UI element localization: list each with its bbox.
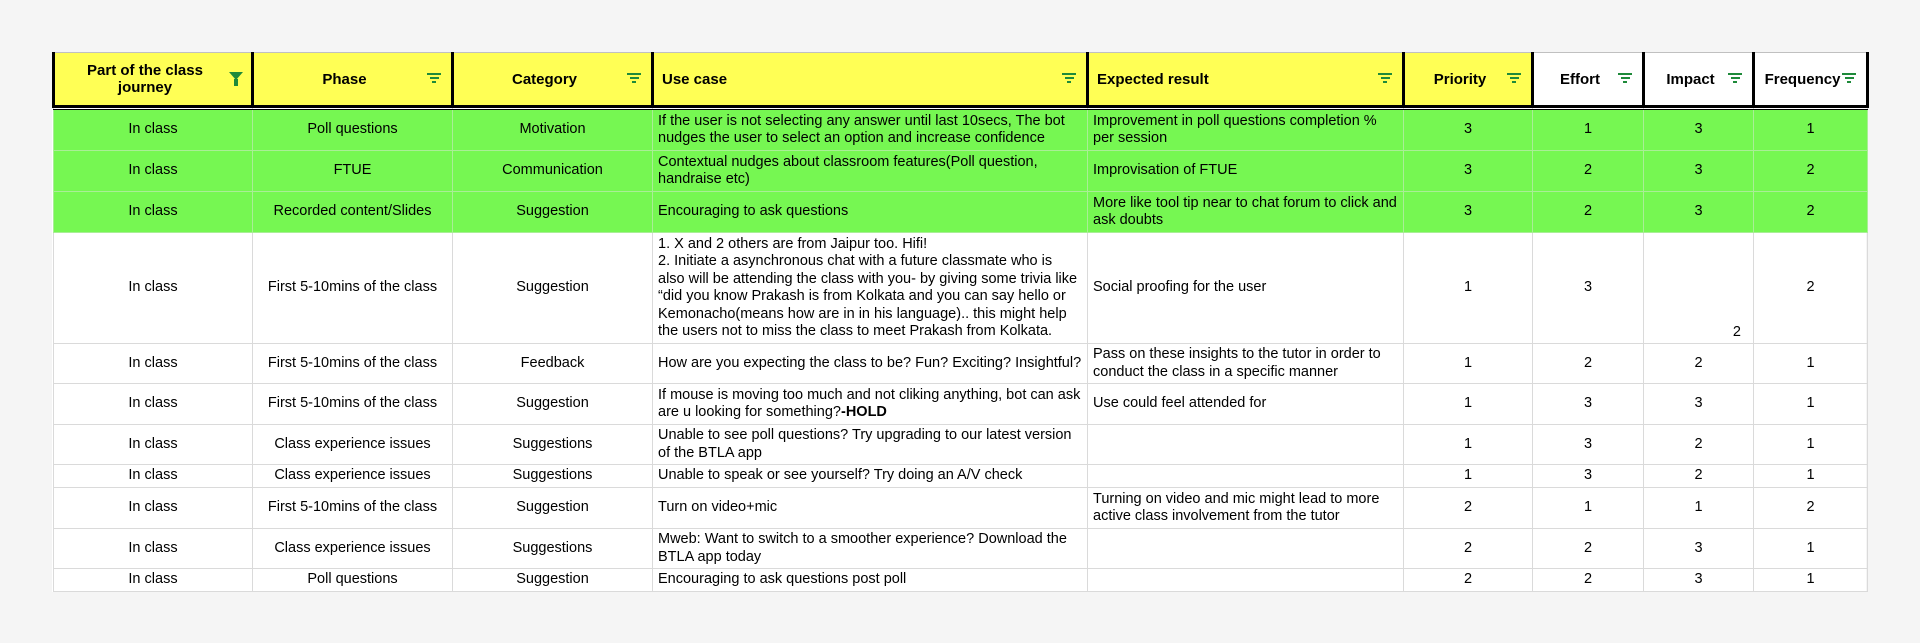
- filter-icon[interactable]: [427, 73, 441, 85]
- cell-expected-result-text: Improvement in poll questions completion % per session: [1093, 112, 1377, 146]
- use-case-line: [658, 203, 1082, 221]
- cell-journey-text: In class: [128, 162, 178, 179]
- cell-category[interactable]: [453, 425, 653, 465]
- cell-phase-text: First 5-10mins of the class: [267, 354, 438, 371]
- cell-phase-text: Recorded content/Slides: [273, 203, 432, 220]
- use-case-text: 2. Initiate a asynchronous chat with a future classmate who is also will be attending the class with you- by giving some trivia like “did you know Prakash is from Kolkata and you can say hello or Kemonacho(means how are in in his language).. this might help the users not to miss the class to meet Prakash from Kolkata.: [658, 253, 1078, 339]
- cell-priority[interactable]: [1404, 384, 1533, 425]
- cell-frequency[interactable]: [1754, 569, 1868, 592]
- spreadsheet: [52, 52, 1866, 592]
- cell-journey-text: In class: [128, 395, 178, 412]
- cell-category-text: Suggestion: [516, 499, 589, 516]
- use-case-text: Unable to speak or see yourself? Try doing an A/V check: [658, 467, 1023, 484]
- cell-journey[interactable]: [54, 465, 253, 488]
- header-label: Impact: [1666, 70, 1715, 88]
- table-row[interactable]: [54, 569, 1868, 592]
- cell-priority-text: 1: [1463, 435, 1473, 452]
- header-label: Priority: [1433, 70, 1487, 88]
- header-impact[interactable]: [1644, 53, 1754, 107]
- filter-icon[interactable]: [1062, 73, 1076, 85]
- header-effort[interactable]: [1533, 53, 1644, 107]
- use-case-line: [658, 499, 1082, 517]
- cell-impact[interactable]: [1644, 233, 1754, 344]
- cell-effort-text: 3: [1583, 467, 1593, 484]
- cell-use-case[interactable]: [653, 384, 1088, 425]
- cell-use-case[interactable]: [653, 344, 1088, 384]
- use-case-text: Mweb: Want to switch to a smoother experience? Download the BTLA app today: [658, 531, 1067, 565]
- hold-tag: -HOLD: [840, 404, 887, 420]
- cell-effort-text: 1: [1583, 121, 1593, 138]
- cell-priority-text: 3: [1463, 203, 1473, 220]
- header-phase[interactable]: [253, 53, 453, 107]
- use-case-text: Unable to see poll questions? Try upgrading to our latest version of the BTLA app: [658, 427, 1072, 461]
- filter-icon[interactable]: [627, 73, 641, 85]
- cell-expected-result[interactable]: [1088, 344, 1404, 384]
- cell-priority-text: 1: [1463, 279, 1473, 296]
- table-row[interactable]: [54, 192, 1868, 233]
- cell-effort[interactable]: [1533, 384, 1644, 425]
- cell-category[interactable]: [453, 529, 653, 569]
- header-label: Effort: [1560, 70, 1600, 88]
- cell-effort[interactable]: [1533, 233, 1644, 344]
- table-row[interactable]: [54, 151, 1868, 192]
- table-row[interactable]: [54, 488, 1868, 529]
- cell-category-text: Suggestion: [516, 395, 589, 412]
- cell-expected-result-text: More like tool tip near to chat forum to click and ask doubts: [1093, 194, 1397, 228]
- cell-effort[interactable]: [1533, 151, 1644, 192]
- cell-category[interactable]: [453, 488, 653, 529]
- use-case-text: If mouse is moving too much and not cliking anything, bot can ask are u looking for something?: [658, 386, 1081, 420]
- cell-frequency[interactable]: [1754, 488, 1868, 529]
- cell-use-case[interactable]: [653, 569, 1088, 592]
- cell-priority-text: 2: [1463, 539, 1473, 556]
- cell-priority-text: 1: [1463, 467, 1473, 484]
- cell-phase[interactable]: [253, 344, 453, 384]
- cell-phase[interactable]: [253, 425, 453, 465]
- cell-effort-text: 2: [1583, 354, 1593, 371]
- cell-phase-text: Class experience issues: [274, 539, 431, 556]
- cell-effort[interactable]: [1533, 344, 1644, 384]
- cell-use-case[interactable]: [653, 488, 1088, 529]
- cell-impact[interactable]: [1644, 110, 1754, 151]
- table-row[interactable]: [54, 384, 1868, 425]
- cell-journey-text: In class: [128, 435, 178, 452]
- cell-expected-result[interactable]: [1088, 233, 1404, 344]
- cell-phase[interactable]: [253, 151, 453, 192]
- cell-impact-text: 3: [1694, 571, 1703, 588]
- cell-journey[interactable]: [54, 344, 253, 384]
- cell-journey[interactable]: [54, 529, 253, 569]
- cell-frequency-text: 2: [1806, 203, 1815, 220]
- cell-phase-text: First 5-10mins of the class: [267, 395, 438, 412]
- cell-effort[interactable]: [1533, 465, 1644, 488]
- cell-journey-text: In class: [128, 539, 178, 556]
- cell-frequency-text: 2: [1806, 279, 1815, 296]
- table-row[interactable]: [54, 233, 1868, 344]
- cell-expected-result[interactable]: [1088, 465, 1404, 488]
- cell-impact[interactable]: [1644, 488, 1754, 529]
- cell-frequency-text: 1: [1806, 354, 1815, 371]
- cell-journey-text: In class: [128, 203, 178, 220]
- cell-expected-result[interactable]: [1088, 192, 1404, 233]
- filter-icon[interactable]: [1618, 73, 1632, 85]
- cell-frequency-text: 2: [1806, 499, 1815, 516]
- cell-phase-text: FTUE: [333, 162, 372, 179]
- cell-expected-result[interactable]: [1088, 425, 1404, 465]
- cell-phase-text: Class experience issues: [274, 435, 431, 452]
- cell-effort-text: 2: [1583, 539, 1593, 556]
- impact-value-bottom: 2: [1732, 323, 1741, 340]
- cell-expected-result[interactable]: [1088, 110, 1404, 151]
- cell-category-text: Suggestions: [512, 435, 593, 452]
- use-case-line: [658, 467, 1082, 485]
- filter-icon[interactable]: [1728, 73, 1742, 85]
- cell-frequency[interactable]: [1754, 233, 1868, 344]
- cell-phase-text: First 5-10mins of the class: [267, 279, 438, 296]
- cell-priority-text: 1: [1463, 354, 1473, 371]
- header-use-case[interactable]: [653, 53, 1088, 107]
- cell-category-text: Motivation: [519, 121, 586, 138]
- cell-category-text: Feedback: [520, 354, 585, 371]
- cell-phase[interactable]: [253, 384, 453, 425]
- cell-phase[interactable]: [253, 192, 453, 233]
- cell-frequency[interactable]: [1754, 344, 1868, 384]
- cell-frequency-text: 1: [1806, 395, 1815, 412]
- cell-journey-text: In class: [128, 279, 178, 296]
- cell-expected-result-text: Turning on video and mic might lead to more active class involvement from the tutor: [1093, 490, 1380, 524]
- cell-journey[interactable]: [54, 233, 253, 344]
- cell-priority[interactable]: [1404, 151, 1533, 192]
- cell-frequency[interactable]: [1754, 529, 1868, 569]
- use-case-line: [658, 113, 1082, 148]
- header-priority[interactable]: [1404, 53, 1533, 107]
- cell-frequency[interactable]: [1754, 425, 1868, 465]
- header-label: Category: [511, 70, 578, 88]
- cell-frequency-text: 2: [1806, 162, 1815, 179]
- use-case-line: [658, 427, 1082, 462]
- cell-effort[interactable]: [1533, 529, 1644, 569]
- header-label: Phase: [322, 70, 367, 88]
- cell-frequency-text: 1: [1806, 539, 1815, 556]
- use-case-line: [658, 531, 1082, 566]
- cell-impact-text: 2: [1694, 354, 1703, 371]
- cell-use-case[interactable]: [653, 529, 1088, 569]
- cell-category[interactable]: [453, 151, 653, 192]
- header-category[interactable]: [453, 53, 653, 107]
- use-case-text: Encouraging to ask questions: [658, 203, 849, 220]
- cell-priority[interactable]: [1404, 529, 1533, 569]
- cell-impact[interactable]: [1644, 529, 1754, 569]
- cell-category-text: Communication: [502, 162, 603, 179]
- use-case-text: Contextual nudges about classroom features(Poll question, handraise etc): [658, 153, 1038, 187]
- cell-priority[interactable]: [1404, 192, 1533, 233]
- use-case-text: If the user is not selecting any answer until last 10secs, The bot nudges the user to select an option and increase confidence: [658, 112, 1065, 146]
- feature-table: [52, 52, 1869, 592]
- cell-frequency-text: 1: [1806, 435, 1815, 452]
- cell-impact-text: 3: [1694, 121, 1703, 138]
- cell-phase[interactable]: [253, 529, 453, 569]
- cell-phase[interactable]: [253, 569, 453, 592]
- table-row[interactable]: [54, 465, 1868, 488]
- cell-phase[interactable]: [253, 233, 453, 344]
- cell-priority[interactable]: [1404, 344, 1533, 384]
- cell-impact-text: 3: [1694, 162, 1703, 179]
- cell-priority-text: 1: [1463, 395, 1473, 412]
- cell-impact-text: 2: [1694, 467, 1703, 484]
- cell-priority[interactable]: [1404, 233, 1533, 344]
- cell-category-text: Suggestions: [512, 539, 593, 556]
- cell-effort-text: 2: [1583, 162, 1593, 179]
- cell-category[interactable]: [453, 110, 653, 151]
- cell-effort[interactable]: [1533, 488, 1644, 529]
- cell-expected-result[interactable]: [1088, 151, 1404, 192]
- cell-journey-text: In class: [128, 354, 178, 371]
- cell-frequency-text: 1: [1806, 467, 1815, 484]
- cell-expected-result-text: Improvisation of FTUE: [1093, 162, 1238, 179]
- header-row: [54, 53, 1868, 107]
- cell-journey[interactable]: [54, 569, 253, 592]
- table-row[interactable]: [54, 529, 1868, 569]
- cell-expected-result-text: Use could feel attended for: [1093, 395, 1267, 412]
- cell-effort[interactable]: [1533, 569, 1644, 592]
- cell-journey[interactable]: [54, 151, 253, 192]
- header-label: Expected result: [1097, 70, 1209, 88]
- cell-impact-text: 3: [1694, 539, 1703, 556]
- cell-priority[interactable]: [1404, 569, 1533, 592]
- use-case-text: How are you expecting the class to be? Fun? Exciting? Insightful?: [658, 354, 1082, 371]
- table-row[interactable]: [54, 425, 1868, 465]
- cell-impact-text: 3: [1694, 203, 1703, 220]
- cell-category-text: Suggestion: [516, 279, 589, 296]
- header-label: Part of the class journey: [87, 62, 203, 96]
- cell-use-case[interactable]: [653, 233, 1088, 344]
- cell-frequency-text: 1: [1806, 121, 1815, 138]
- cell-frequency[interactable]: [1754, 465, 1868, 488]
- cell-frequency[interactable]: [1754, 384, 1868, 425]
- cell-priority[interactable]: [1404, 465, 1533, 488]
- cell-phase[interactable]: [253, 465, 453, 488]
- cell-impact[interactable]: [1644, 344, 1754, 384]
- use-case-line: [658, 355, 1082, 373]
- filter-icon[interactable]: [1842, 73, 1856, 85]
- cell-phase-text: First 5-10mins of the class: [267, 499, 438, 516]
- cell-expected-result-text: Pass on these insights to the tutor in order to conduct the class in a specific manner: [1093, 346, 1381, 380]
- cell-impact-text: 2: [1694, 435, 1703, 452]
- cell-phase-text: Poll questions: [307, 121, 398, 138]
- cell-impact[interactable]: [1644, 192, 1754, 233]
- cell-phase[interactable]: [253, 488, 453, 529]
- use-case-line: [658, 154, 1082, 189]
- cell-use-case[interactable]: [653, 151, 1088, 192]
- cell-frequency[interactable]: [1754, 192, 1868, 233]
- cell-priority-text: 3: [1463, 162, 1473, 179]
- header-label: Frequency: [1764, 70, 1841, 88]
- use-case-line: [658, 387, 1082, 422]
- cell-expected-result-text: Social proofing for the user: [1093, 279, 1267, 296]
- cell-category-text: Suggestions: [512, 467, 593, 484]
- cell-effort-text: 2: [1583, 203, 1593, 220]
- table-row[interactable]: [54, 344, 1868, 384]
- cell-use-case[interactable]: [653, 192, 1088, 233]
- filter-icon[interactable]: [1507, 73, 1521, 85]
- cell-impact[interactable]: [1644, 425, 1754, 465]
- cell-frequency[interactable]: [1754, 110, 1868, 151]
- cell-use-case[interactable]: [653, 465, 1088, 488]
- use-case-text: Encouraging to ask questions post poll: [658, 571, 907, 588]
- cell-use-case[interactable]: [653, 110, 1088, 151]
- header-label: Use case: [662, 70, 728, 88]
- cell-journey-text: In class: [128, 467, 178, 484]
- cell-expected-result[interactable]: [1088, 488, 1404, 529]
- cell-priority[interactable]: [1404, 488, 1533, 529]
- cell-category[interactable]: [453, 344, 653, 384]
- cell-phase[interactable]: [253, 110, 453, 151]
- cell-journey[interactable]: [54, 192, 253, 233]
- cell-effort-text: 1: [1583, 499, 1593, 516]
- use-case-line: [658, 236, 1082, 254]
- cell-category[interactable]: [453, 192, 653, 233]
- cell-effort[interactable]: [1533, 192, 1644, 233]
- cell-impact-text: 3: [1694, 395, 1703, 412]
- use-case-line: [658, 571, 1082, 589]
- cell-journey[interactable]: [54, 425, 253, 465]
- cell-impact[interactable]: [1644, 569, 1754, 592]
- header-journey[interactable]: [54, 53, 253, 107]
- cell-journey[interactable]: [54, 110, 253, 151]
- cell-priority[interactable]: [1404, 425, 1533, 465]
- cell-expected-result[interactable]: [1088, 529, 1404, 569]
- cell-journey-text: In class: [128, 121, 178, 138]
- cell-effort-text: 3: [1583, 395, 1593, 412]
- table-row[interactable]: [54, 110, 1868, 151]
- filter-active-icon[interactable]: [229, 72, 243, 80]
- filter-icon[interactable]: [1378, 73, 1392, 85]
- header-expected-result[interactable]: [1088, 53, 1404, 107]
- cell-journey[interactable]: [54, 488, 253, 529]
- cell-expected-result[interactable]: [1088, 569, 1404, 592]
- cell-effort[interactable]: [1533, 110, 1644, 151]
- cell-impact[interactable]: [1644, 151, 1754, 192]
- cell-phase-text: Class experience issues: [274, 467, 431, 484]
- use-case-text: 1. X and 2 others are from Jaipur too. Hifi!: [658, 235, 928, 252]
- cell-category[interactable]: [453, 233, 653, 344]
- cell-frequency[interactable]: [1754, 151, 1868, 192]
- cell-effort-text: 2: [1583, 571, 1593, 588]
- table-body: [54, 107, 1868, 592]
- cell-effort-text: 3: [1583, 435, 1593, 452]
- cell-effort[interactable]: [1533, 425, 1644, 465]
- use-case-line: [658, 253, 1082, 341]
- cell-journey[interactable]: [54, 384, 253, 425]
- cell-phase-text: Poll questions: [307, 571, 398, 588]
- cell-category[interactable]: [453, 465, 653, 488]
- use-case-text: Turn on video+mic: [658, 499, 778, 516]
- cell-priority-text: 3: [1463, 121, 1473, 138]
- cell-expected-result[interactable]: [1088, 384, 1404, 425]
- cell-category-text: Suggestion: [516, 571, 589, 588]
- cell-impact[interactable]: [1644, 384, 1754, 425]
- cell-frequency-text: 1: [1806, 571, 1815, 588]
- cell-journey-text: In class: [128, 499, 178, 516]
- cell-category[interactable]: [453, 569, 653, 592]
- cell-priority-text: 2: [1463, 499, 1473, 516]
- cell-priority[interactable]: [1404, 110, 1533, 151]
- cell-journey-text: In class: [128, 571, 178, 588]
- cell-priority-text: 2: [1463, 571, 1473, 588]
- header-frequency[interactable]: [1754, 53, 1868, 107]
- cell-category[interactable]: [453, 384, 653, 425]
- cell-effort-text: 3: [1583, 279, 1593, 296]
- cell-impact[interactable]: [1644, 465, 1754, 488]
- cell-use-case[interactable]: [653, 425, 1088, 465]
- cell-category-text: Suggestion: [516, 203, 589, 220]
- cell-impact-text: 1: [1694, 499, 1703, 516]
